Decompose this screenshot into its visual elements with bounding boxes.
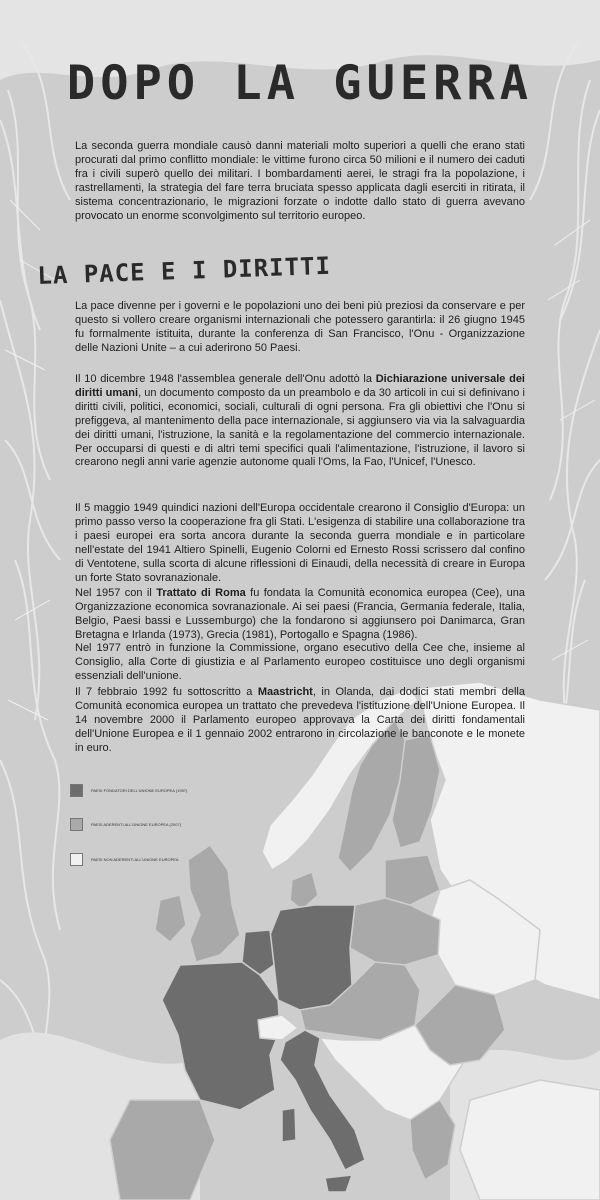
pace-paragraph-1: La pace divenne per i governi e le popolazioni uno dei beni più preziosi da conservare e per questo si vollero creare organismi internazionali che potessero garantirla: il 26 giugno 1945 fu formalmente istituita, durante la conferenza di San Francisco, l'Onu - Organizzazione delle Nazioni Unite – a cui aderirono 50 Paesi. xyxy=(75,300,525,354)
legend-label: PAESI FONDATORI DELL'UNIONE EUROPEA (1957) xyxy=(91,788,188,793)
map-turkey xyxy=(460,1080,600,1200)
legend-label: PAESI ADERENTI ALL'UNIONE EUROPEA (2007) xyxy=(91,822,182,827)
legend-item-founders xyxy=(70,784,187,797)
highlight-maastricht: Maastricht xyxy=(257,686,313,698)
section-title: LA PACE E I DIRITTI xyxy=(37,251,332,290)
legend-item-members xyxy=(70,818,181,831)
europe-paragraph-3: Nel 1977 entrò in funzione la Commissione, organo esecutivo della Cee che, insieme al Consiglio, alla Corte di giustizia e al Parlamento europeo costituisce uno degli organismi essenziali dell'unione. xyxy=(75,642,525,682)
legend-swatch-founders xyxy=(70,784,83,797)
highlight-dichiarazione: Dichiarazione universale dei diritti umani xyxy=(75,373,525,399)
legend-item-non-members xyxy=(70,853,179,866)
europe-paragraph-2: Nel 1957 con il Trattato di Roma fu fondata la Comunità economica europea (Cee), una Organizzazione economica sovranazionale. Ai sei paesi (Francia, Germania federale, Italia, Belgio, Paesi bassi e Lussemburgo) che la fondarono si aggiunsero poi Danimarca, Gran Bretagna e Irlanda (1973), Grecia (1981), Portogallo e Spagna (1986). xyxy=(75,587,525,641)
legend-swatch-non-members xyxy=(70,853,83,866)
europe-paragraph-4: Il 7 febbraio 1992 fu sottoscritto a Maastricht, in Olanda, dai dodici stati membri della Comunità economica europea un trattato che prevedeva l'istituzione dell'Unione Europea. Il 14 novembre 2000 il Parlamento europeo approvava la Carta dei diritti fondamentali dell'Unione Europea e il 1 gennaio 2002 entrarono in circolazione le banconote e le monete in euro. xyxy=(75,686,525,754)
intro-paragraph: La seconda guerra mondiale causò danni materiali molto superiori a quelli che erano stati procurati dal primo conflitto mondiale: le vittime furono circa 50 milioni e il numero dei caduti fra i civili superò quello dei militari. I bombardamenti aerei, le stragi fra la popolazione, i rastrellamenti, la strategia del fare terra bruciata spesso applicata dagli eserciti in ritirata, il sistema concentrazionario, le migrazioni forzate o indotte dallo stato di guerra avevano provocato un enorme sconvolgimento sul territorio europeo. xyxy=(75,140,525,222)
pace-paragraph-2: Il 10 dicembre 1948 l'assemblea generale dell'Onu adottò la Dichiarazione universale dei diritti umani, un documento composto da un preambolo e da 30 articoli in cui si definivano i diritti civili, politici, economici, sociali, culturali di ogni persona. Fra gli obiettivi che l'Onu si prefiggeva, al mantenimento della pace internazionale, si aggiunsero via via la salvaguardia dei diritti umani, l'istruzione, la sanità e la regolamentazione del commercio internazionale. Per occuparsi di questi e di altri temi specifici quali l'alimentazione, l'istruzione, il lavoro si crearono negli anni varie agenzie autonome quali l'Oms, la Fao, l'Unicef, l'Unesco. xyxy=(75,373,525,469)
europe-paragraph-1: Il 5 maggio 1949 quindici nazioni dell'Europa occidentale crearono il Consiglio d'Europa: un primo passo verso la cooperazione fra gli Stati. L'esigenza di stabilire una collaborazione tra i paesi europei era sorta ancora durante la seconda guerra mondiale e in particolare nell'estate del 1941 Altiero Spinelli, Eugenio Colorni ed Ernesto Rossi scrissero dal confino di Ventotene, sulla scorta di alcune riflessioni di Einaudi, della necessità di creare in Europa un forte Stato sovranazionale. xyxy=(75,502,525,584)
page-title: DOPO LA GUERRA xyxy=(66,56,534,111)
legend-label: PAESI NON ADERENTI ALL'UNIONE EUROPEA xyxy=(91,857,179,862)
highlight-trattato-di-roma: Trattato di Roma xyxy=(156,587,246,599)
map-sardinia xyxy=(282,1108,296,1142)
legend-swatch-members xyxy=(70,818,83,831)
